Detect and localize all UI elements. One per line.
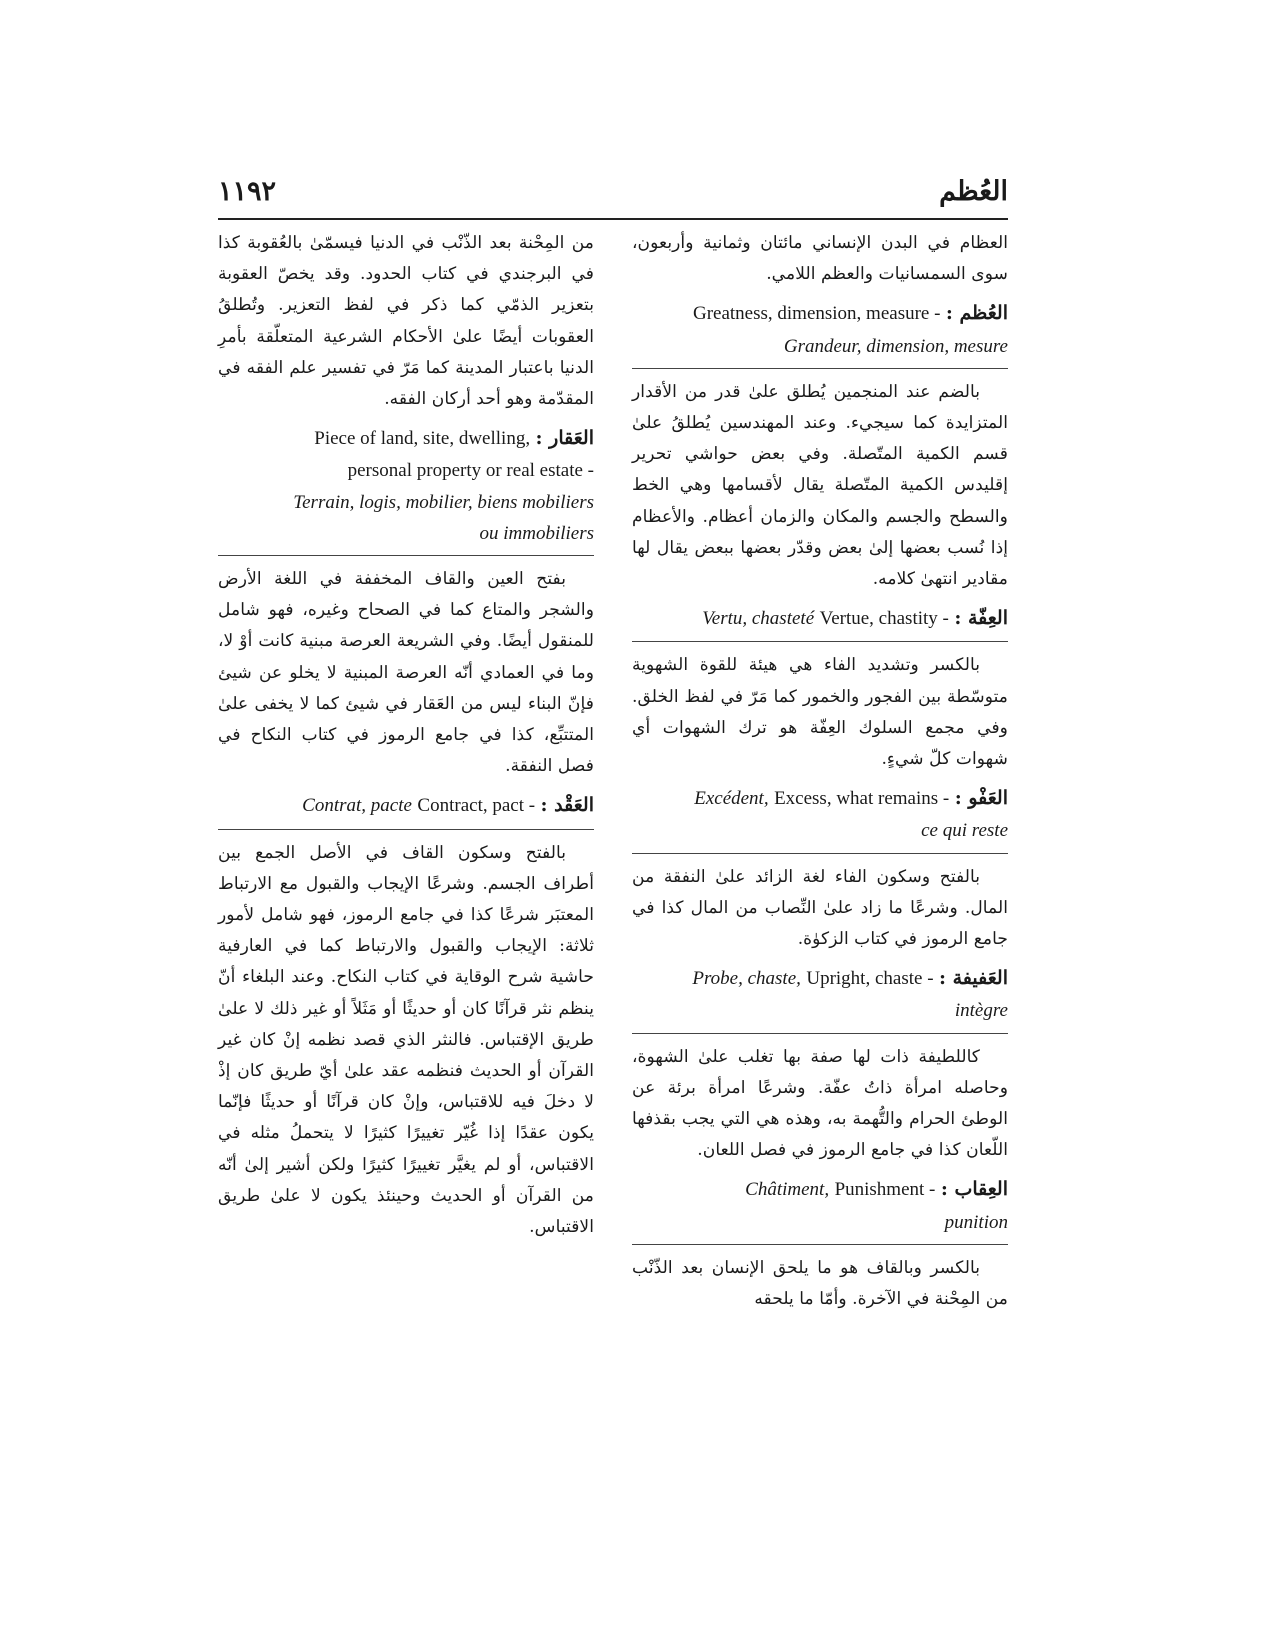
paragraph: بفتح العين والقاف المخففة في اللغة الأرض والشجر والمتاع كما في الصحاح وغيره، فهو شامل للمنقول أيضًا. وفي الشريعة العرصة مبنية كانت أوْ لا، وما في العمادي أنّه العرصة المبنية لا يخلو عن شيئ فإنّ البناء ليس من العَقار في شيئ كما لا يخفى علىٰ المتتبِّع، كذا في جامع الرموز في كتاب النكاح في فصل النفقة. <box>218 569 594 777</box>
dictionary-entry <box>632 298 1008 368</box>
dictionary-entry <box>632 603 1008 642</box>
french-gloss: Contrat, pacte <box>302 795 412 817</box>
french-gloss: Châtiment, <box>745 1179 830 1201</box>
headword: العِفّة : <box>954 607 1008 630</box>
paragraph: العظام في البدن الإنساني مائتان وثمانية وأربعون، سوى السمسانيات والعظم اللامي. <box>632 233 1008 285</box>
running-head: العُظم <box>939 176 1008 207</box>
french-gloss: Probe, chaste, <box>692 968 801 990</box>
paragraph: كاللطيفة ذات لها صفة بها تغلب علىٰ الشهوة، وحاصله امرأة ذاتُ عفّة. وشرعًا امرأة برئة عن الوطئ الحرام والتُّهمة به، وهذه هي التي يجب بقذفها اللّعان كذا في جامع الرموز في فصل اللعان. <box>632 1046 1008 1161</box>
english-gloss: Contract, pact - <box>417 795 536 817</box>
page-header <box>218 172 1008 220</box>
headword: العَفيفة : <box>938 967 1008 990</box>
dictionary-entry <box>632 963 1008 1033</box>
dictionary-entry <box>218 790 594 829</box>
english-gloss: Vertue, chastity - <box>819 608 949 630</box>
paragraph: من المِحْنة بعد الذّنْب في الدنيا فيسمّىٰ بالعُقوبة كذا في البرجندي في كتاب الحدود. وقد يخصّ العقوبة بتعزير الذمّي كما ذكر في لفظ التعزير. وتُطلقُ العقوبات أيضًا علىٰ الأحكام الشرعية المتعلّقة بأمرِ الدنيا باعتبار المدينة كما مَرّ في تفسير علم الفقه في المقدّمة وهو أحد أركان الفقه. <box>218 233 594 410</box>
headword: العَقْد : <box>540 794 594 817</box>
paragraph: بالكسر وبالقاف هو ما يلحق الإنسان بعد الذّنْب من المِحْنة في الآخرة. وأمّا ما يلحقه <box>632 1257 1008 1310</box>
french-gloss: Excédent, <box>694 788 769 810</box>
dictionary-entry <box>632 1174 1008 1244</box>
french-gloss-continued: ce qui reste <box>921 820 1008 842</box>
french-gloss: Grandeur, dimension, mesure <box>783 335 1008 357</box>
english-gloss: Punishment - <box>834 1179 936 1201</box>
paragraph: بالضم عند المنجمين يُطلق علىٰ قدر من الأقدار المتزايدة كما سيجيء. وعند المهندسين يُطلقُ علىٰ قسم الكمية المتّصلة. وفي بعض حواشي تحرير إقليدس الكمية المتّصلة يقال لأقسامها وهي الخط والسطح والجسم والمكان والزمان أعظام. والأعظام إذا نُسب بعضها إلىٰ بعض وقدّر بعضها ببعض يقال لها مقادير انتهىٰ كلامه. <box>632 381 1008 590</box>
english-gloss: Excess, what remains - <box>774 788 950 810</box>
headword: العُظم : <box>945 302 1008 325</box>
page-number: ١١٩٢ <box>218 176 277 207</box>
french-gloss-continued: ou immobiliers <box>479 522 594 544</box>
english-gloss: Greatness, dimension, measure - <box>692 303 941 325</box>
french-gloss-continued: punition <box>944 1211 1008 1233</box>
french-gloss: Terrain, logis, mobilier, biens mobiliers <box>293 491 594 513</box>
left-column <box>218 228 594 1243</box>
right-column <box>632 228 1008 1315</box>
french-gloss: Vertu, chasteté <box>702 608 815 630</box>
headword: العِقاب : <box>940 1178 1008 1201</box>
english-gloss: Upright, chaste - <box>806 968 934 990</box>
paragraph: بالفتح وسكون الفاء لغة الزائد علىٰ النفقة من المال. وشرعًا ما زاد علىٰ النِّصاب من المال كذا في جامع الرموز في كتاب الزكوٰة. <box>632 866 1008 950</box>
dictionary-entry <box>218 423 594 556</box>
dictionary-entry <box>632 783 1008 853</box>
paragraph: بالكسر وتشديد الفاء هي هيئة للقوة الشهوية متوسّطة بين الفجور والخمور كما مَرّ في لفظ الخلق. وفي مجمع السلوك العِفّة هو ترك الشهوات أي شهوات كلّ شيءٍ. <box>632 655 1008 770</box>
paragraph: بالفتح وسكون القاف في الأصل الجمع بين أطراف الجسم. وشرعًا الإيجاب والقبول مع الارتباط المعتبَر شرعًا كذا في جامع الرموز، فهو شامل لأمور ثلاثة: الإيجاب والقبول والارتباط كما في العارفية حاشية شرح الوقاية في كتاب النكاح. وعند البلغاء أنّ ينظم نثر قرآنًا كان أو حديثًا أو مَثَلاً أو غير ذلك لا علىٰ طريق الإقتباس. فالنثر الذي قصد نظمه إنْ كان غير القرآن أو الحديث فنظمه عقد علىٰ أيّ طريق كان إذْ لا دخلَ فيه للاقتباس، وإنْ كان قرآنًا أو حديثًا فإنّما يكون عقدًا إذا غُيّر تغييرًا كثيرًا لا يتحملُ مثله في الاقتباس، أو لم يغيَّر تغييرًا كثيرًا ولكن أشير إلىٰ أنّه من القرآن أو الحديث وحينئذ يكون لا علىٰ طريق الاقتباس. <box>218 842 594 1238</box>
english-gloss: Piece of land, site, dwelling, <box>314 428 531 450</box>
headword: العَفْو : <box>954 787 1008 810</box>
french-gloss-continued: intègre <box>954 1000 1008 1022</box>
english-gloss-continued: personal property or real estate - <box>347 460 594 482</box>
headword: العَقار : <box>535 427 594 450</box>
